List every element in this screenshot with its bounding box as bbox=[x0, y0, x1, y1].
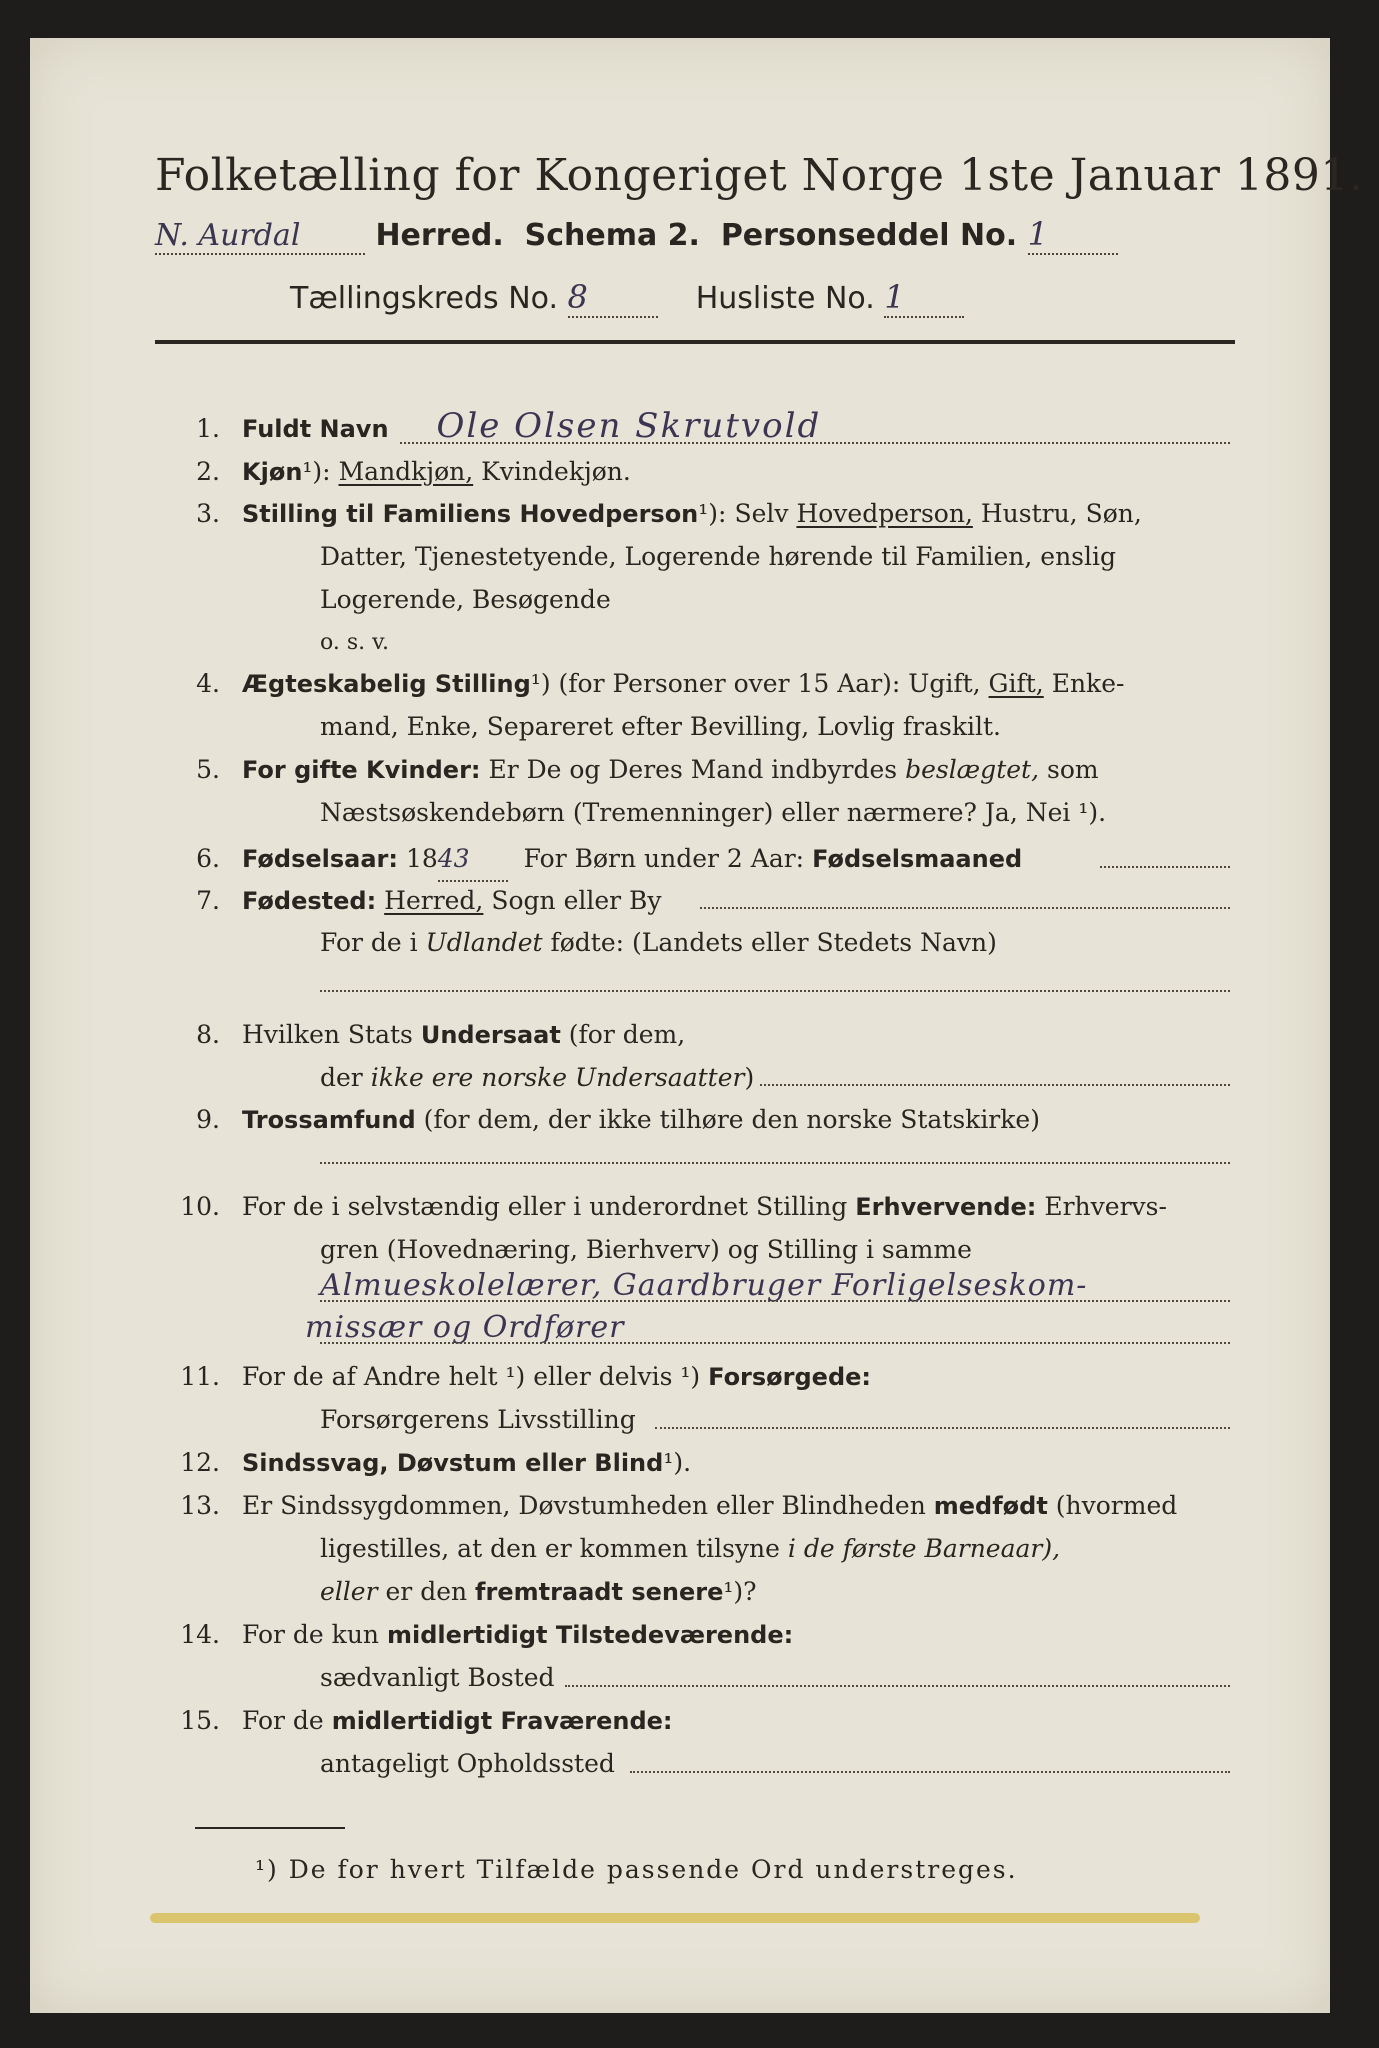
field-text: For de bbox=[242, 1706, 324, 1735]
husliste-value: 1 bbox=[884, 278, 905, 316]
fill-line bbox=[700, 907, 1230, 909]
item-number: 1. bbox=[196, 414, 220, 443]
year-prefix: 18 bbox=[405, 844, 438, 873]
item-2 bbox=[160, 450, 631, 494]
field-text: (for Personer over 15 Aar): Ugift, bbox=[558, 669, 981, 698]
field-label: Kjøn bbox=[242, 458, 303, 486]
fill-line bbox=[760, 1084, 1230, 1086]
field-label: Erhvervende: bbox=[855, 1193, 1037, 1221]
option: Hustru, Søn, bbox=[980, 499, 1142, 528]
item-number: 8. bbox=[196, 1020, 220, 1049]
item-number: 11. bbox=[180, 1362, 220, 1391]
field-label: midlertidigt Fraværende: bbox=[331, 1707, 673, 1735]
field-text: er den bbox=[385, 1577, 468, 1606]
item-11 bbox=[160, 1355, 871, 1399]
personseddel-label: Personseddel No. bbox=[720, 218, 1018, 253]
form-title: Folketælling for Kongeriget Norge 1ste Januar 1891. bbox=[155, 150, 1364, 201]
selected-option: Gift, bbox=[988, 669, 1044, 698]
item-number: 14. bbox=[180, 1620, 220, 1649]
item-number: 6. bbox=[196, 844, 220, 873]
field-text: fødte: (Landets eller Stedets Navn) bbox=[550, 928, 997, 957]
fill-line bbox=[320, 1342, 1230, 1344]
item-14-line2: sædvanligt Bosted bbox=[320, 1663, 555, 1692]
item-number: 4. bbox=[196, 669, 220, 698]
field-label: Fødselsaar: bbox=[242, 845, 398, 873]
field-text: som bbox=[1046, 755, 1099, 784]
item-7-line2 bbox=[320, 921, 997, 964]
field-text: For de i bbox=[320, 928, 418, 957]
field-text: ligestilles, at den er kommen tilsyne bbox=[320, 1534, 780, 1563]
field-label: Fødested: bbox=[242, 887, 377, 915]
field-text: (hvormed bbox=[1055, 1491, 1178, 1520]
field-label: medfødt bbox=[933, 1492, 1048, 1520]
fill-line bbox=[565, 1685, 1230, 1687]
item-number: 15. bbox=[180, 1706, 220, 1735]
field-text: Er Sindssygdommen, Døvstumheden eller Blindheden bbox=[242, 1491, 926, 1520]
item-number: 10. bbox=[180, 1192, 220, 1221]
field-text: ikke ere norske Undersaatter bbox=[370, 1063, 745, 1092]
fill-line bbox=[320, 1300, 1230, 1302]
field-text: i de første Barneaar), bbox=[787, 1534, 1061, 1563]
personseddel-value: 1 bbox=[1027, 215, 1048, 253]
birth-year-value: 43 bbox=[437, 844, 470, 873]
footnote-mark: ¹). bbox=[663, 1448, 692, 1477]
item-4-line2: mand, Enke, Separeret efter Bevilling, Lovlig fraskilt. bbox=[320, 712, 1001, 741]
field-text: der bbox=[320, 1063, 363, 1092]
footnote-mark: ¹) bbox=[530, 669, 551, 698]
field-text: For de af Andre helt ¹) eller delvis ¹) bbox=[242, 1362, 701, 1391]
item-number: 13. bbox=[180, 1491, 220, 1520]
item-11-line2: Forsørgerens Livsstilling bbox=[320, 1405, 636, 1434]
item-13-line2 bbox=[320, 1527, 1060, 1570]
footnote-divider bbox=[195, 1827, 345, 1829]
item-9 bbox=[160, 1098, 1040, 1142]
field-text: beslægtet, bbox=[905, 755, 1040, 784]
item-3-line3: Logerende, Besøgende bbox=[320, 585, 611, 614]
field-text: Udlandet bbox=[425, 928, 543, 957]
item-14 bbox=[160, 1613, 793, 1657]
item-6 bbox=[160, 837, 1022, 882]
selected-option: Mandkjøn, bbox=[338, 457, 474, 486]
fill-line bbox=[320, 1162, 1230, 1164]
tape-strip bbox=[150, 1913, 1200, 1923]
field-label: Fødselsmaaned bbox=[812, 845, 1023, 873]
item-5-line2: Næstsøskendebørn (Tremenninger) eller nærmere? Ja, Nei ¹). bbox=[320, 798, 1107, 827]
selected-option: Herred, bbox=[384, 886, 484, 915]
fill-line bbox=[1100, 866, 1230, 868]
item-3-line4: o. s. v. bbox=[320, 630, 389, 655]
fill-line bbox=[630, 1771, 1230, 1773]
field-text: eller bbox=[320, 1577, 378, 1606]
option: Selv bbox=[734, 499, 789, 528]
field-text: For de i selvstændig eller i underordnet Stilling bbox=[242, 1192, 848, 1221]
footnote-mark: ¹): bbox=[302, 457, 331, 486]
item-12 bbox=[160, 1441, 691, 1485]
field-label: Trossamfund bbox=[242, 1106, 416, 1134]
field-text: Hvilken Stats bbox=[242, 1020, 413, 1049]
item-number: 2. bbox=[196, 457, 220, 486]
item-15 bbox=[160, 1699, 673, 1743]
item-number: 7. bbox=[196, 886, 220, 915]
item-13 bbox=[160, 1484, 1177, 1528]
schema-label: Schema 2. bbox=[524, 218, 700, 253]
kreds-label: Tællingskreds No. bbox=[290, 281, 558, 316]
field-label: Fuldt Navn bbox=[242, 415, 389, 443]
header-divider bbox=[155, 340, 1235, 344]
field-label: Sindssvag, Døvstum eller Blind bbox=[242, 1449, 664, 1477]
field-label: midlertidigt Tilstedeværende: bbox=[386, 1621, 794, 1649]
item-number: 12. bbox=[180, 1448, 220, 1477]
fill-line bbox=[655, 1427, 1230, 1429]
item-7 bbox=[160, 879, 662, 923]
item-15-line2: antageligt Opholdssted bbox=[320, 1749, 615, 1778]
item-4 bbox=[160, 662, 1124, 706]
herred-label: Herred. bbox=[375, 218, 504, 253]
option: Enke- bbox=[1051, 669, 1125, 698]
item-10 bbox=[160, 1185, 1167, 1229]
kreds-line bbox=[290, 278, 964, 318]
item-8 bbox=[160, 1013, 685, 1057]
item-3 bbox=[160, 492, 1142, 536]
full-name-value: Ole Olsen Skrutvold bbox=[436, 406, 822, 446]
selected-option: Hovedperson, bbox=[796, 499, 973, 528]
husliste-label: Husliste No. bbox=[695, 281, 875, 316]
occupation-value-line1: Almueskolelærer, Gaardbruger Forligelseskom- bbox=[320, 1268, 1088, 1303]
item-number: 5. bbox=[196, 755, 220, 784]
field-label: Undersaat bbox=[420, 1021, 561, 1049]
footnote-mark: ¹)? bbox=[723, 1577, 757, 1606]
occupation-value-line2: missær og Ordfører bbox=[305, 1310, 625, 1345]
item-1 bbox=[160, 405, 821, 451]
herred-value: N. Aurdal bbox=[155, 218, 301, 253]
field-text: For Børn under 2 Aar: bbox=[523, 844, 805, 873]
footnote: ¹) De for hvert Tilfælde passende Ord understreges. bbox=[255, 1855, 1018, 1884]
kreds-value: 8 bbox=[567, 278, 588, 316]
field-text: (for dem, bbox=[568, 1020, 686, 1049]
item-5 bbox=[160, 748, 1099, 792]
item-number: 3. bbox=[196, 499, 220, 528]
option: Sogn eller By bbox=[491, 886, 662, 915]
option: Kvindekjøn. bbox=[481, 457, 631, 486]
item-number: 9. bbox=[196, 1105, 220, 1134]
field-text: For de kun bbox=[242, 1620, 380, 1649]
field-label: fremtraadt senere bbox=[475, 1578, 724, 1606]
field-text: (for dem, der ikke tilhøre den norske Statskirke) bbox=[423, 1105, 1040, 1134]
herred-line bbox=[155, 215, 1118, 255]
item-8-line2: der ikke ere norske Undersaatter) bbox=[320, 1063, 755, 1092]
field-label: Forsørgede: bbox=[708, 1363, 872, 1391]
item-3-line2: Datter, Tjenestetyende, Logerende hørende til Familien, enslig bbox=[320, 542, 1117, 571]
item-13-line3 bbox=[320, 1570, 757, 1614]
field-text: Erhvervs- bbox=[1044, 1192, 1167, 1221]
footnote-mark: ¹): bbox=[698, 499, 727, 528]
fill-line bbox=[320, 990, 1230, 992]
field-label: Stilling til Familiens Hovedperson bbox=[242, 500, 699, 528]
field-label: For gifte Kvinder: bbox=[242, 756, 481, 784]
field-label: Ægteskabelig Stilling bbox=[242, 670, 531, 698]
fill-line bbox=[400, 442, 1230, 444]
item-10-line2: gren (Hovednæring, Bierhverv) og Stilling i samme bbox=[320, 1235, 972, 1264]
field-text: Er De og Deres Mand indbyrdes bbox=[488, 755, 898, 784]
